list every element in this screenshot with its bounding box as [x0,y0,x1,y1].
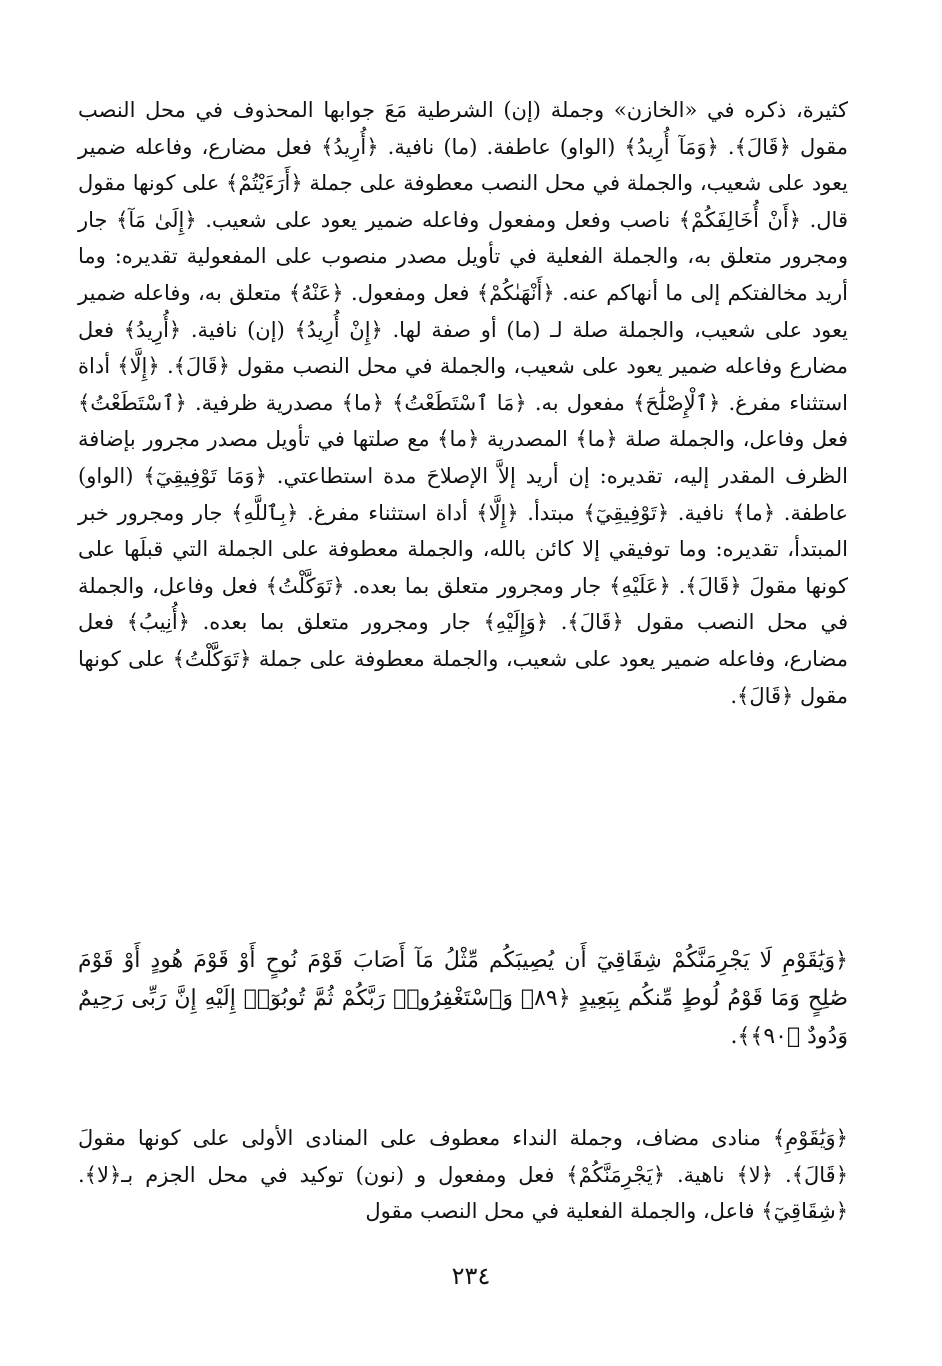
quran-verse: ﴿وَيَٰقَوْمِ لَا يَجْرِمَنَّكُمْ شِقَاقِيٓ أَن يُصِيبَكُم مِّثْلُ مَآ أَصَابَ قَوْمَ نُوحٍ أَوْ قَوْمَ هُودٍ أَوْ قَوْمَ صَٰلِحٍ وَمَا قَوْمُ لُوطٍ مِّنكُم بِبَعِيدٍ ﴿٨٩﴾ وَٱسْتَغْفِرُوا۟ رَبَّكُمْ ثُمَّ تُوبُوٓا۟ إِلَيْهِ إِنَّ رَبِّى رَحِيمٌ وَدُودٌ ﴿٩٠﴾﴾. [78,948,848,1049]
page-number: ٢٣٤ [451,1262,491,1290]
paragraph-1: كثيرة، ذكره في «الخازن» وجملة (إن) الشرطية مَعَ جوابها المحذوف في محل النصب مقول ﴿قَالَ﴾. ﴿وَمَآ أُرِيدُ﴾ (الواو) عاطفة. (ما) نافية. ﴿أُرِيدُ﴾ فعل مضارع، وفاعله ضمير يعود على شعيب، والجملة في محل النصب معطوفة على جملة ﴿أَرَءَيْتُمْ﴾ على كونها مقول قال. ﴿أَنْ أُخَالِفَكُمْ﴾ ناصب وفعل ومفعول وفاعله ضمير يعود على شعيب. ﴿إِلَىٰ مَآ﴾ جار ومجرور متعلق به، والجملة الفعلية في تأويل مصدر منصوب على المفعولية تقديره: وما أريد مخالفتكم إلى ما أنهاكم عنه. ﴿أَنْهَىٰكُمْ﴾ فعل ومفعول. ﴿عَنْهُ﴾ متعلق به، وفاعله ضمير يعود على شعيب، والجملة صلة لـ (ما) أو صفة لها. ﴿إِنْ أُرِيدُ﴾ (إن) نافية. ﴿أُرِيدُ﴾ فعل مضارع وفاعله ضمير يعود على شعيب، والجملة في محل النصب مقول ﴿قَالَ﴾. ﴿إِلَّا﴾ أداة استثناء مفرغ. ﴿ٱلْإِصْلَٰحَ﴾ مفعول به. ﴿مَا ٱسْتَطَعْتُ﴾ ﴿ما﴾ مصدرية ظرفية. ﴿ٱسْتَطَعْتُ﴾ فعل وفاعل، والجملة صلة ﴿ما﴾ المصدرية ﴿ما﴾ مع صلتها في تأويل مصدر مجرور بإضافة الظرف المقدر إليه، تقديره: إن أريد إلاَّ الإصلاحَ مدة استطاعتي. ﴿وَمَا تَوْفِيقِيٓ﴾ (الواو) عاطفة. ﴿ما﴾ نافية. ﴿تَوْفِيقِيٓ﴾ مبتدأ. ﴿إِلَّا﴾ أداة استثناء مفرغ. ﴿بِٱللَّهِ﴾ جار ومجرور خبر المبتدأ، تقديره: وما توفيقي إلا كائن بالله، والجملة معطوفة على الجملة التي قبلَها على كونها مقولَ ﴿قَالَ﴾. ﴿عَلَيْهِ﴾ جار ومجرور متعلق بما بعده. ﴿تَوَكَّلْتُ﴾ فعل وفاعل، والجملة في محل النصب مقول ﴿قَالَ﴾. ﴿وَإِلَيْهِ﴾ جار ومجرور متعلق بما بعده. ﴿أُنِيبُ﴾ فعل مضارع، وفاعله ضمير يعود على شعيب، والجملة معطوفة على جملة ﴿تَوَكَّلْتُ﴾ على كونها مقول ﴿قَالَ﴾. [78,98,848,708]
paragraph-2: ﴿وَيَٰقَوْمِ﴾ منادى مضاف، وجملة النداء معطوف على المنادى الأولى على كونها مقولَ ﴿قَالَ﴾. ﴿لا﴾ ناهية. ﴿يَجْرِمَنَّكُمْ﴾ فعل ومفعول و (نون) توكيد في محل الجزم بـ﴿لا﴾. ﴿شِقَاقِيٓ﴾ فاعل، والجملة الفعلية في محل النصب مقول [78,1126,848,1224]
quran-verse-section [78,942,848,1056]
commentary-section-1 [78,92,848,714]
commentary-section-2 [78,1120,848,1230]
